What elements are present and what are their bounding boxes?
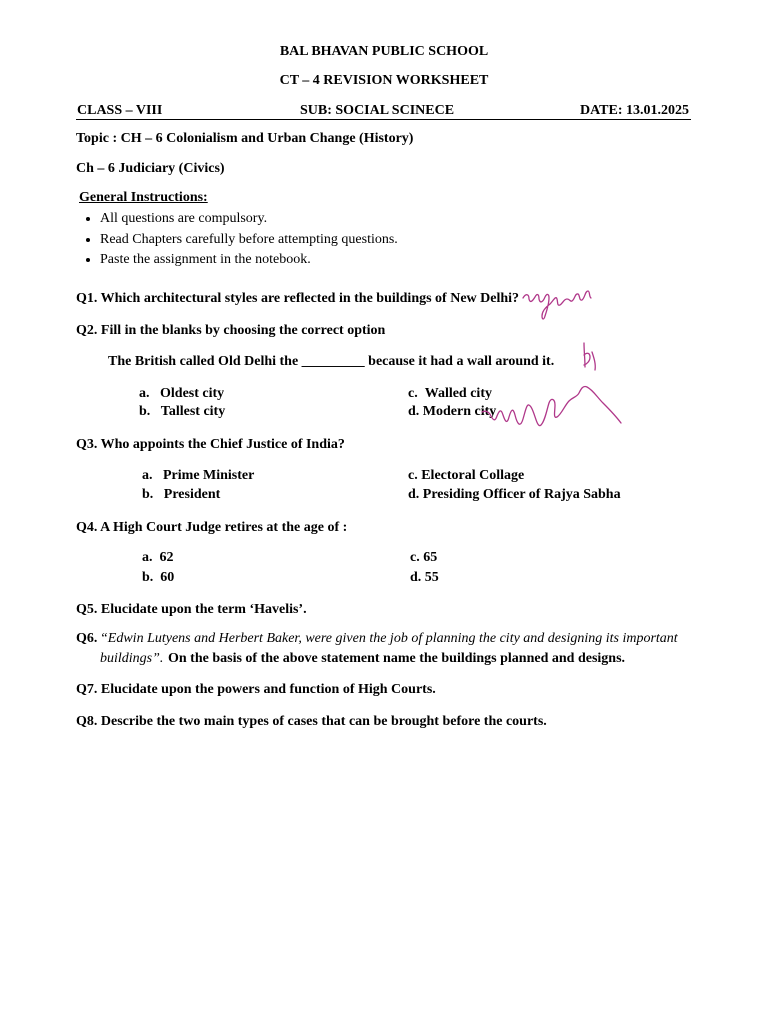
q3-option-b: b. President (142, 487, 221, 502)
question-1: Q1. Which architectural styles are reflected in the buildings of New Delhi? (76, 291, 520, 306)
q2-option-a: a. Oldest city (139, 386, 225, 401)
question-5: Q5. Elucidate upon the term ‘Havelis’. (76, 602, 307, 617)
instructions-heading: General Instructions: (79, 190, 208, 205)
q4-option-d: d. 55 (410, 570, 439, 585)
q3-option-a: a. Prime Minister (142, 468, 255, 483)
handwritten-answer-scribble (523, 291, 591, 319)
question-8: Q8. Describe the two main types of cases that can be brought before the courts. (76, 714, 547, 729)
question-7: Q7. Elucidate upon the powers and function of High Courts. (76, 682, 436, 697)
handwritten-mark-q2 (584, 343, 595, 370)
handwritten-scribble-q2 (482, 386, 621, 425)
question-3: Q3. Who appoints the Chief Justice of India? (76, 437, 345, 452)
q3-option-c: c. Electoral Collage (408, 468, 525, 483)
question-6-quote: “Edwin Lutyens and Herbert Baker, were given the job of planning the city and designing its important (100, 631, 678, 646)
q2-option-c: c. Walled city (408, 386, 492, 401)
instruction-item: • Read Chapters carefully before attempting questions. (100, 230, 398, 251)
q2-option-b: b. Tallest city (139, 404, 226, 419)
q4-option-a: a. 62 (142, 550, 174, 565)
header-underline (76, 119, 691, 120)
date-label: DATE: 13.01.2025 (580, 103, 690, 118)
q2-option-d: d. Modern city (408, 404, 497, 419)
topic-line-civics: Ch – 6 Judiciary (Civics) (76, 161, 225, 176)
school-name: BAL BHAVAN PUBLIC SCHOOL (279, 44, 489, 59)
instructions-list (80, 209, 398, 271)
q3-option-d: d. Presiding Officer of Rajya Sabha (408, 487, 621, 502)
question-2-stem: The British called Old Delhi the _________ because it had a wall around it. (108, 354, 555, 369)
question-6-label: Q6. (76, 631, 98, 646)
worksheet-title: CT – 4 REVISION WORKSHEET (279, 73, 489, 88)
question-6-quote-end: buildings”. (100, 651, 164, 666)
instruction-item: • Paste the assignment in the notebook. (100, 250, 398, 271)
class-label: CLASS – VIII (77, 103, 163, 118)
question-4: Q4. A High Court Judge retires at the age of : (76, 520, 348, 535)
q4-option-b: b. 60 (142, 570, 175, 585)
question-6-prompt: On the basis of the above statement name the buildings planned and designs. (168, 651, 626, 666)
question-2: Q2. Fill in the blanks by choosing the correct option (76, 323, 386, 338)
q4-option-c: c. 65 (410, 550, 438, 565)
subject-label: SUB: SOCIAL SCINECE (300, 103, 455, 118)
topic-line-history: Topic : CH – 6 Colonialism and Urban Change (History) (76, 131, 414, 146)
instruction-item: • All questions are compulsory. (100, 209, 398, 230)
